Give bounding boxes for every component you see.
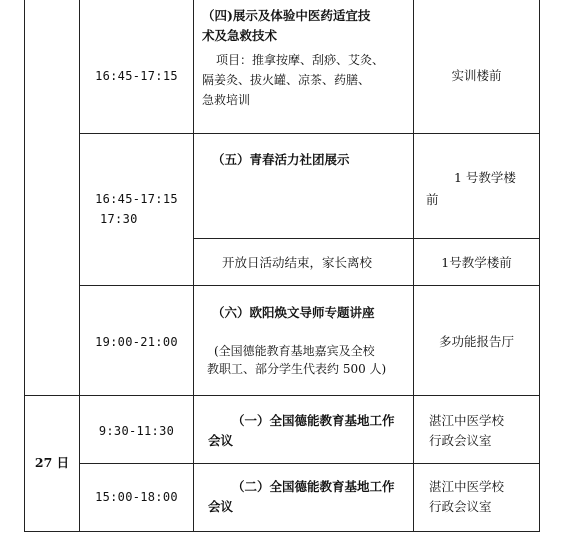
activity-title: （六）欧阳焕文导师专题讲座 [212, 305, 375, 320]
table-border-right [539, 0, 540, 532]
activity-title: 术及急救技术 [202, 28, 278, 43]
table-border-left [24, 0, 25, 532]
time-slot: 17:30 [100, 212, 138, 226]
date-label: 27 日 [34, 455, 70, 470]
row-divider [79, 285, 540, 286]
time-slot: 16:45-17:15 [95, 69, 178, 83]
activity-note: (全国德能教育基地嘉宾及全校 [214, 344, 375, 358]
venue: 湛江中医学校 [429, 479, 505, 494]
activity-note: 教职工、部分学生代表约 500 人) [207, 362, 387, 376]
activity-title: （二）全国德能教育基地工作 [232, 479, 395, 494]
time-column-divider [193, 0, 194, 532]
time-slot: 16:45-17:15 [95, 192, 178, 206]
venue: 1号教学楼前 [441, 255, 512, 270]
time-slot: 15:00-18:00 [95, 490, 178, 504]
venue: 前 [426, 192, 439, 207]
activity-title: 会议 [208, 499, 234, 514]
activity-title: （一）全国德能教育基地工作 [232, 413, 395, 428]
row-divider [79, 463, 540, 464]
venue: 行政会议室 [429, 433, 492, 448]
time-slot: 9:30-11:30 [98, 424, 175, 438]
schedule-table [24, 0, 540, 532]
venue: 行政会议室 [429, 499, 492, 514]
venue: 1 号教学楼 [454, 170, 516, 185]
venue: 多功能报告厅 [438, 334, 514, 349]
activity-note: 开放日活动结束，家长离校 [222, 255, 373, 270]
table-border-bottom [24, 531, 540, 532]
time-slot: 19:00-21:00 [95, 335, 178, 349]
activity-title: （四)展示及体验中医药适宜技 [202, 8, 371, 23]
activity-items: 项目：推拿按摩、刮痧、艾灸、 [216, 53, 385, 67]
activity-items: 隔姜灸、拔火罐、凉茶、药膳、 [202, 73, 371, 87]
row-divider [79, 133, 540, 134]
activity-title: 会议 [208, 433, 234, 448]
row-divider [193, 238, 540, 239]
venue: 实训楼前 [451, 68, 502, 83]
day-divider [24, 395, 540, 396]
activity-title: （五）青春活力社团展示 [212, 152, 350, 167]
venue: 湛江中医学校 [429, 413, 505, 428]
activity-items: 急救培训 [202, 93, 251, 107]
